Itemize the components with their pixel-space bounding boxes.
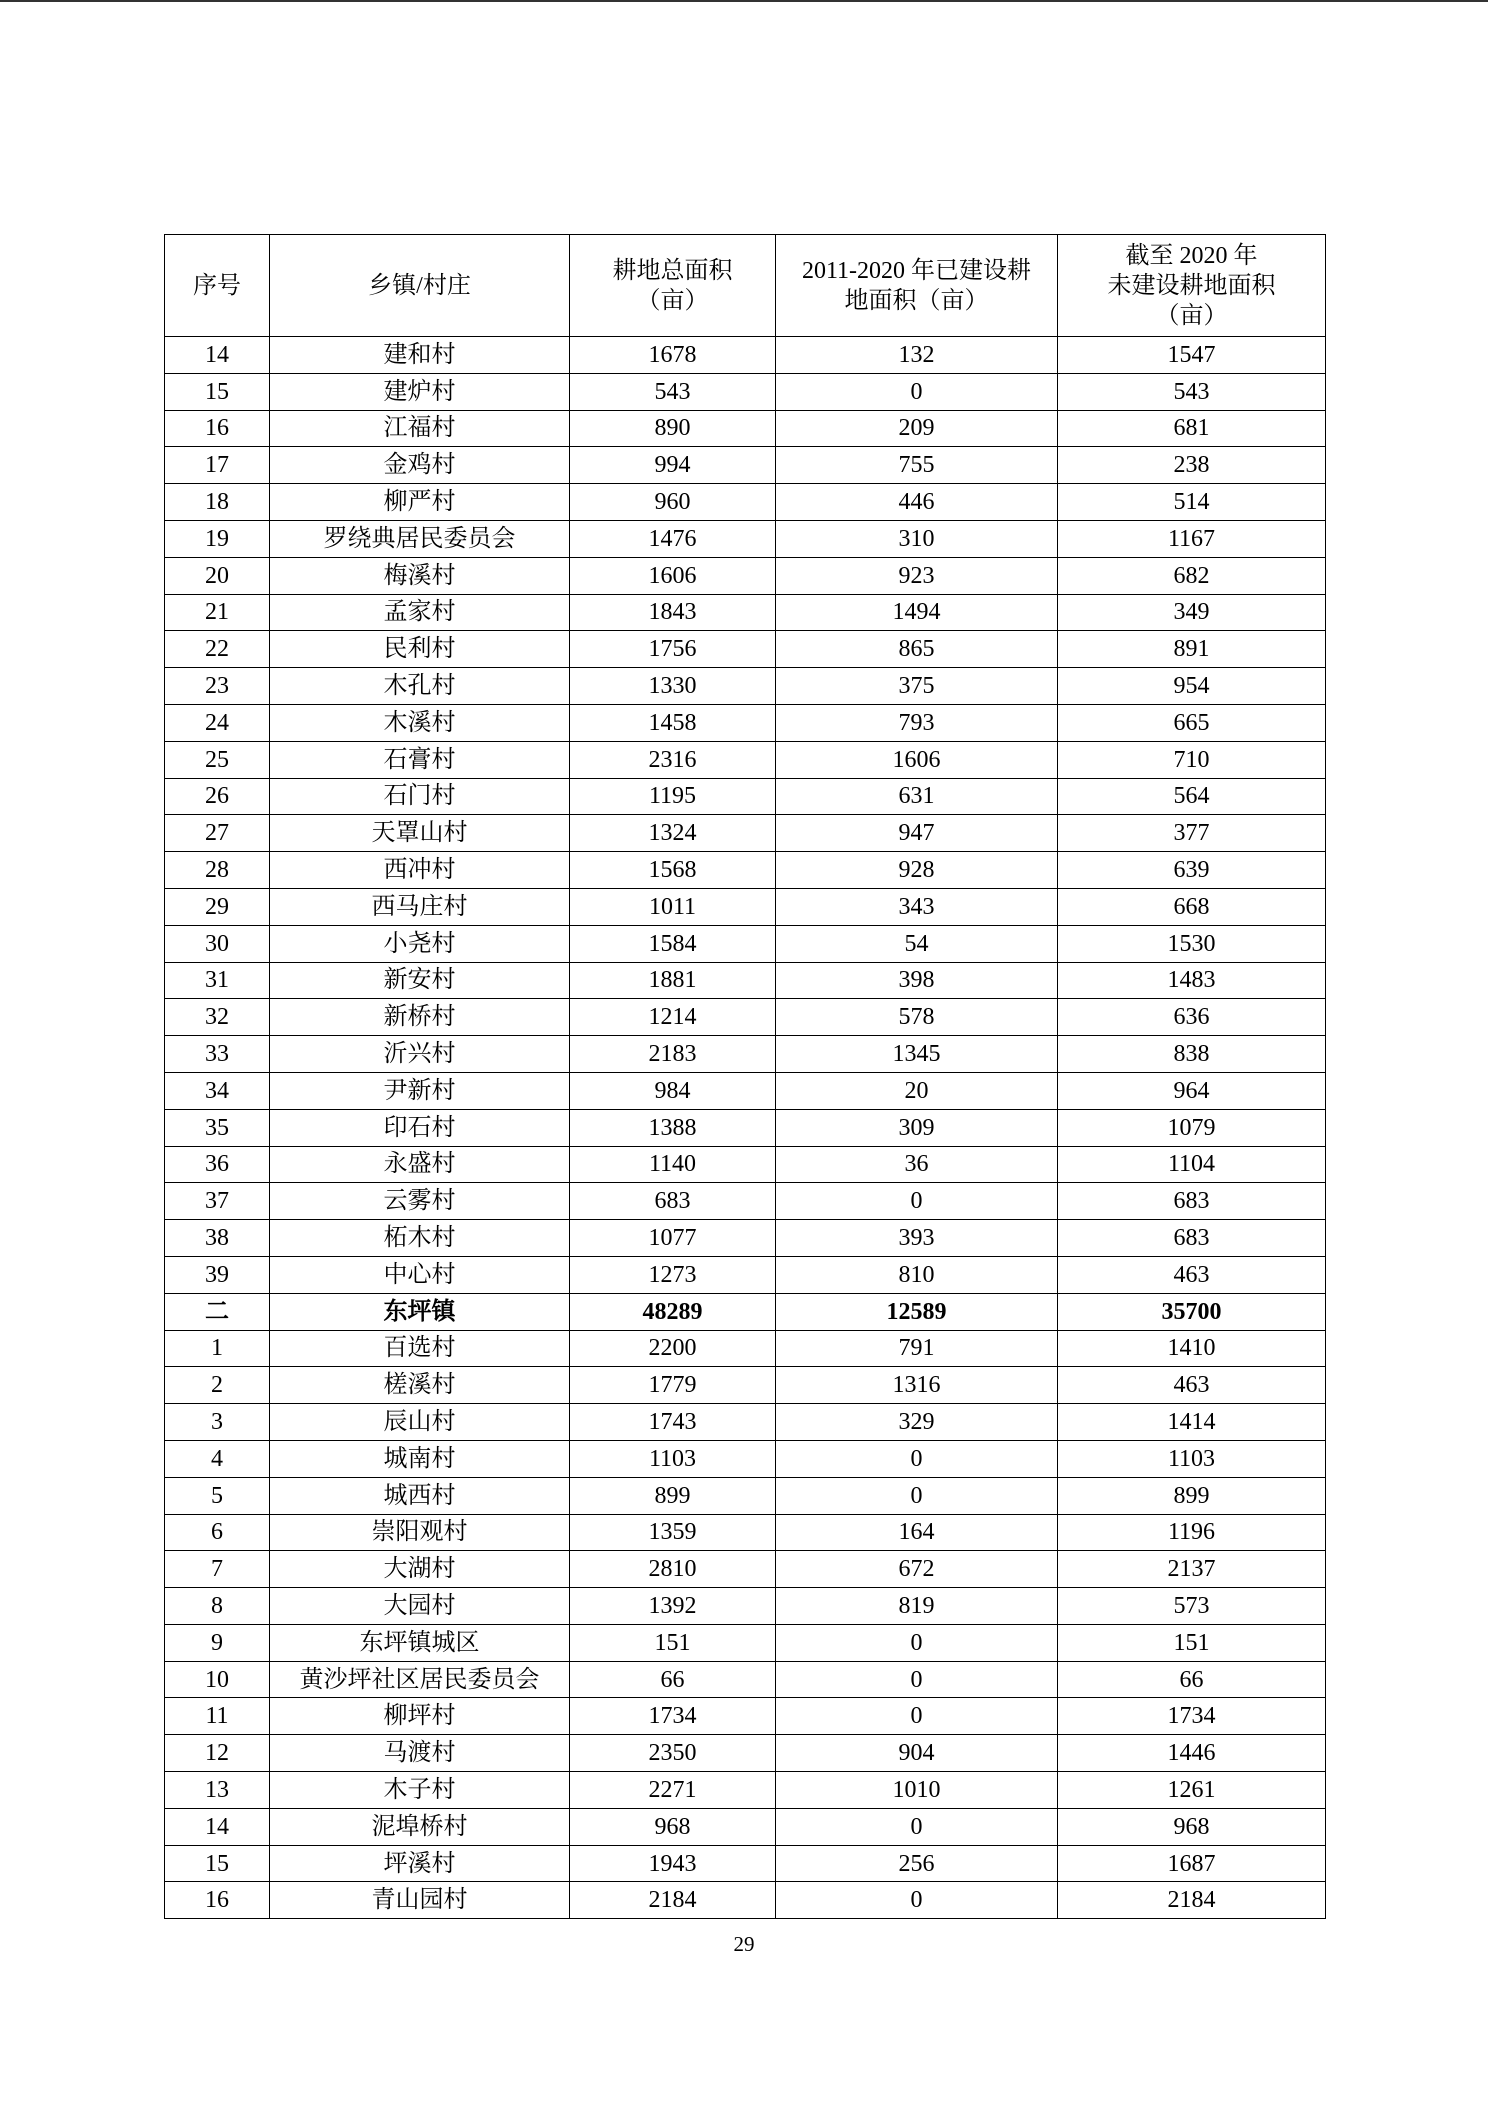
cell-built-area: 904 bbox=[776, 1735, 1058, 1772]
table-row bbox=[165, 925, 1326, 962]
table-row bbox=[165, 815, 1326, 852]
cell-village-name: 柳严村 bbox=[270, 484, 570, 521]
cell-total-area: 890 bbox=[570, 410, 776, 447]
cell-village-name: 青山园村 bbox=[270, 1882, 570, 1919]
cell-built-area: 0 bbox=[776, 1882, 1058, 1919]
cell-built-area: 947 bbox=[776, 815, 1058, 852]
table-row bbox=[165, 373, 1326, 410]
table-row bbox=[165, 1661, 1326, 1698]
cell-village-name: 东坪镇城区 bbox=[270, 1624, 570, 1661]
cell-village-name: 石门村 bbox=[270, 778, 570, 815]
table-row bbox=[165, 1220, 1326, 1257]
cell-serial-number: 23 bbox=[165, 668, 270, 705]
cell-village-name: 孟家村 bbox=[270, 594, 570, 631]
cell-serial-number: 32 bbox=[165, 999, 270, 1036]
cell-serial-number: 5 bbox=[165, 1477, 270, 1514]
cell-unbuilt-area: 899 bbox=[1058, 1477, 1326, 1514]
header-row bbox=[165, 235, 1326, 337]
table-header bbox=[165, 235, 1326, 337]
cell-unbuilt-area: 1414 bbox=[1058, 1404, 1326, 1441]
cell-total-area: 1330 bbox=[570, 668, 776, 705]
cell-total-area: 543 bbox=[570, 373, 776, 410]
cell-total-area: 2183 bbox=[570, 1036, 776, 1073]
cell-unbuilt-area: 1483 bbox=[1058, 962, 1326, 999]
table-row bbox=[165, 447, 1326, 484]
cell-built-area: 810 bbox=[776, 1256, 1058, 1293]
cell-unbuilt-area: 838 bbox=[1058, 1036, 1326, 1073]
table-row bbox=[165, 1256, 1326, 1293]
cell-unbuilt-area: 665 bbox=[1058, 704, 1326, 741]
cell-unbuilt-area: 514 bbox=[1058, 484, 1326, 521]
table-row bbox=[165, 888, 1326, 925]
cell-serial-number: 19 bbox=[165, 520, 270, 557]
table-row bbox=[165, 631, 1326, 668]
cell-total-area: 984 bbox=[570, 1072, 776, 1109]
cell-built-area: 672 bbox=[776, 1551, 1058, 1588]
cell-village-name: 大园村 bbox=[270, 1588, 570, 1625]
cell-total-area: 1584 bbox=[570, 925, 776, 962]
cell-unbuilt-area: 1103 bbox=[1058, 1440, 1326, 1477]
table-row bbox=[165, 1698, 1326, 1735]
cell-unbuilt-area: 683 bbox=[1058, 1183, 1326, 1220]
page-number: 29 bbox=[733, 1932, 755, 1956]
cell-village-name: 崇阳观村 bbox=[270, 1514, 570, 1551]
cell-built-area: 132 bbox=[776, 337, 1058, 374]
table-row-subtotal bbox=[165, 1293, 1326, 1330]
table-row bbox=[165, 1183, 1326, 1220]
cell-total-area: 1324 bbox=[570, 815, 776, 852]
cell-built-area: 791 bbox=[776, 1330, 1058, 1367]
cell-village-name: 木溪村 bbox=[270, 704, 570, 741]
table-row bbox=[165, 1072, 1326, 1109]
table-row bbox=[165, 520, 1326, 557]
cell-serial-number: 12 bbox=[165, 1735, 270, 1772]
cell-total-area: 1943 bbox=[570, 1845, 776, 1882]
cell-serial-number: 31 bbox=[165, 962, 270, 999]
cell-serial-number: 22 bbox=[165, 631, 270, 668]
cell-total-area: 2271 bbox=[570, 1772, 776, 1809]
cell-unbuilt-area: 683 bbox=[1058, 1220, 1326, 1257]
cell-serial-number: 13 bbox=[165, 1772, 270, 1809]
cell-built-area: 755 bbox=[776, 447, 1058, 484]
cell-unbuilt-area: 238 bbox=[1058, 447, 1326, 484]
cell-total-area: 683 bbox=[570, 1183, 776, 1220]
cell-built-area: 578 bbox=[776, 999, 1058, 1036]
cell-unbuilt-area: 349 bbox=[1058, 594, 1326, 631]
cell-total-area: 2810 bbox=[570, 1551, 776, 1588]
table-row bbox=[165, 1330, 1326, 1367]
cell-total-area: 2184 bbox=[570, 1882, 776, 1919]
cell-total-area: 48289 bbox=[570, 1293, 776, 1330]
cell-serial-number: 20 bbox=[165, 557, 270, 594]
cell-built-area: 393 bbox=[776, 1220, 1058, 1257]
cell-unbuilt-area: 1446 bbox=[1058, 1735, 1326, 1772]
table-row bbox=[165, 557, 1326, 594]
table-row bbox=[165, 1551, 1326, 1588]
cell-built-area: 865 bbox=[776, 631, 1058, 668]
cell-village-name: 泥埠桥村 bbox=[270, 1808, 570, 1845]
table-row bbox=[165, 668, 1326, 705]
cell-village-name: 中心村 bbox=[270, 1256, 570, 1293]
cell-village-name: 城南村 bbox=[270, 1440, 570, 1477]
cell-village-name: 东坪镇 bbox=[270, 1293, 570, 1330]
cell-village-name: 黄沙坪社区居民委员会 bbox=[270, 1661, 570, 1698]
table-row bbox=[165, 1367, 1326, 1404]
cell-village-name: 柳坪村 bbox=[270, 1698, 570, 1735]
cell-unbuilt-area: 1104 bbox=[1058, 1146, 1326, 1183]
cell-built-area: 1494 bbox=[776, 594, 1058, 631]
cell-total-area: 1743 bbox=[570, 1404, 776, 1441]
cell-built-area: 0 bbox=[776, 1808, 1058, 1845]
cell-village-name: 马渡村 bbox=[270, 1735, 570, 1772]
cell-serial-number: 3 bbox=[165, 1404, 270, 1441]
cell-serial-number: 6 bbox=[165, 1514, 270, 1551]
cell-serial-number: 9 bbox=[165, 1624, 270, 1661]
header-town-village: 乡镇/村庄 bbox=[270, 235, 570, 337]
cell-total-area: 1606 bbox=[570, 557, 776, 594]
cell-unbuilt-area: 463 bbox=[1058, 1256, 1326, 1293]
cell-total-area: 1881 bbox=[570, 962, 776, 999]
cell-serial-number: 14 bbox=[165, 1808, 270, 1845]
cell-serial-number: 8 bbox=[165, 1588, 270, 1625]
cell-serial-number: 30 bbox=[165, 925, 270, 962]
cell-built-area: 343 bbox=[776, 888, 1058, 925]
header-unbuilt-farmland-area: 截至 2020 年 未建设耕地面积 （亩） bbox=[1058, 235, 1326, 337]
cell-serial-number: 11 bbox=[165, 1698, 270, 1735]
cell-total-area: 1756 bbox=[570, 631, 776, 668]
cell-total-area: 1568 bbox=[570, 852, 776, 889]
cell-serial-number: 28 bbox=[165, 852, 270, 889]
header-built-farmland-area: 2011-2020 年已建设耕 地面积（亩） bbox=[776, 235, 1058, 337]
cell-serial-number: 29 bbox=[165, 888, 270, 925]
table-row bbox=[165, 852, 1326, 889]
cell-village-name: 坪溪村 bbox=[270, 1845, 570, 1882]
cell-unbuilt-area: 1547 bbox=[1058, 337, 1326, 374]
cell-total-area: 1077 bbox=[570, 1220, 776, 1257]
cell-unbuilt-area: 1261 bbox=[1058, 1772, 1326, 1809]
cell-village-name: 城西村 bbox=[270, 1477, 570, 1514]
cell-built-area: 0 bbox=[776, 1440, 1058, 1477]
table-body bbox=[165, 337, 1326, 1919]
table-row bbox=[165, 1772, 1326, 1809]
cell-village-name: 西马庄村 bbox=[270, 888, 570, 925]
cell-serial-number: 16 bbox=[165, 410, 270, 447]
cell-serial-number: 10 bbox=[165, 1661, 270, 1698]
cell-serial-number: 25 bbox=[165, 741, 270, 778]
cell-built-area: 0 bbox=[776, 1183, 1058, 1220]
cell-village-name: 金鸡村 bbox=[270, 447, 570, 484]
cell-built-area: 631 bbox=[776, 778, 1058, 815]
header-serial-number: 序号 bbox=[165, 235, 270, 337]
cell-built-area: 1316 bbox=[776, 1367, 1058, 1404]
cell-serial-number: 33 bbox=[165, 1036, 270, 1073]
cell-built-area: 1010 bbox=[776, 1772, 1058, 1809]
cell-unbuilt-area: 2137 bbox=[1058, 1551, 1326, 1588]
cell-unbuilt-area: 964 bbox=[1058, 1072, 1326, 1109]
cell-total-area: 1103 bbox=[570, 1440, 776, 1477]
cell-built-area: 928 bbox=[776, 852, 1058, 889]
cell-serial-number: 7 bbox=[165, 1551, 270, 1588]
cell-unbuilt-area: 1167 bbox=[1058, 520, 1326, 557]
cell-unbuilt-area: 2184 bbox=[1058, 1882, 1326, 1919]
cell-total-area: 151 bbox=[570, 1624, 776, 1661]
cell-unbuilt-area: 681 bbox=[1058, 410, 1326, 447]
cell-unbuilt-area: 668 bbox=[1058, 888, 1326, 925]
cell-built-area: 0 bbox=[776, 1624, 1058, 1661]
cell-built-area: 209 bbox=[776, 410, 1058, 447]
cell-total-area: 2316 bbox=[570, 741, 776, 778]
cell-built-area: 256 bbox=[776, 1845, 1058, 1882]
cell-unbuilt-area: 1734 bbox=[1058, 1698, 1326, 1735]
cell-village-name: 尹新村 bbox=[270, 1072, 570, 1109]
cell-total-area: 1140 bbox=[570, 1146, 776, 1183]
cell-village-name: 小尧村 bbox=[270, 925, 570, 962]
cell-total-area: 1779 bbox=[570, 1367, 776, 1404]
cell-built-area: 54 bbox=[776, 925, 1058, 962]
cell-total-area: 1476 bbox=[570, 520, 776, 557]
cell-serial-number: 34 bbox=[165, 1072, 270, 1109]
cell-built-area: 446 bbox=[776, 484, 1058, 521]
table-row bbox=[165, 337, 1326, 374]
cell-built-area: 375 bbox=[776, 668, 1058, 705]
cell-unbuilt-area: 573 bbox=[1058, 1588, 1326, 1625]
cell-unbuilt-area: 543 bbox=[1058, 373, 1326, 410]
cell-village-name: 云雾村 bbox=[270, 1183, 570, 1220]
cell-village-name: 新桥村 bbox=[270, 999, 570, 1036]
cell-serial-number: 37 bbox=[165, 1183, 270, 1220]
cell-village-name: 江福村 bbox=[270, 410, 570, 447]
cell-unbuilt-area: 1196 bbox=[1058, 1514, 1326, 1551]
table-row bbox=[165, 962, 1326, 999]
cell-built-area: 20 bbox=[776, 1072, 1058, 1109]
cell-village-name: 沂兴村 bbox=[270, 1036, 570, 1073]
cell-built-area: 36 bbox=[776, 1146, 1058, 1183]
cell-total-area: 1359 bbox=[570, 1514, 776, 1551]
cell-unbuilt-area: 35700 bbox=[1058, 1293, 1326, 1330]
cell-total-area: 1388 bbox=[570, 1109, 776, 1146]
cell-total-area: 1011 bbox=[570, 888, 776, 925]
cell-built-area: 0 bbox=[776, 1477, 1058, 1514]
table-row bbox=[165, 741, 1326, 778]
cell-unbuilt-area: 954 bbox=[1058, 668, 1326, 705]
cell-built-area: 12589 bbox=[776, 1293, 1058, 1330]
cell-village-name: 石膏村 bbox=[270, 741, 570, 778]
cell-unbuilt-area: 1687 bbox=[1058, 1845, 1326, 1882]
cell-serial-number: 1 bbox=[165, 1330, 270, 1367]
cell-built-area: 1606 bbox=[776, 741, 1058, 778]
cell-serial-number: 14 bbox=[165, 337, 270, 374]
cell-built-area: 398 bbox=[776, 962, 1058, 999]
cell-serial-number: 二 bbox=[165, 1293, 270, 1330]
cell-village-name: 大湖村 bbox=[270, 1551, 570, 1588]
cell-total-area: 1273 bbox=[570, 1256, 776, 1293]
table-row bbox=[165, 594, 1326, 631]
cell-built-area: 309 bbox=[776, 1109, 1058, 1146]
cell-total-area: 994 bbox=[570, 447, 776, 484]
table-row bbox=[165, 1477, 1326, 1514]
farmland-area-table bbox=[164, 234, 1326, 1919]
cell-village-name: 梅溪村 bbox=[270, 557, 570, 594]
cell-unbuilt-area: 891 bbox=[1058, 631, 1326, 668]
table-row bbox=[165, 484, 1326, 521]
table-row bbox=[165, 1036, 1326, 1073]
cell-serial-number: 39 bbox=[165, 1256, 270, 1293]
table-row bbox=[165, 1808, 1326, 1845]
header-total-farmland-area: 耕地总面积 （亩） bbox=[570, 235, 776, 337]
cell-total-area: 2350 bbox=[570, 1735, 776, 1772]
table-row bbox=[165, 1404, 1326, 1441]
table-row bbox=[165, 1146, 1326, 1183]
cell-serial-number: 38 bbox=[165, 1220, 270, 1257]
cell-total-area: 1843 bbox=[570, 594, 776, 631]
cell-serial-number: 17 bbox=[165, 447, 270, 484]
cell-unbuilt-area: 1530 bbox=[1058, 925, 1326, 962]
table-row bbox=[165, 1845, 1326, 1882]
cell-serial-number: 35 bbox=[165, 1109, 270, 1146]
cell-unbuilt-area: 66 bbox=[1058, 1661, 1326, 1698]
cell-total-area: 1458 bbox=[570, 704, 776, 741]
cell-built-area: 0 bbox=[776, 1698, 1058, 1735]
cell-total-area: 1195 bbox=[570, 778, 776, 815]
cell-total-area: 899 bbox=[570, 1477, 776, 1514]
cell-serial-number: 36 bbox=[165, 1146, 270, 1183]
cell-built-area: 164 bbox=[776, 1514, 1058, 1551]
cell-serial-number: 15 bbox=[165, 1845, 270, 1882]
cell-village-name: 柘木村 bbox=[270, 1220, 570, 1257]
cell-unbuilt-area: 636 bbox=[1058, 999, 1326, 1036]
cell-village-name: 槎溪村 bbox=[270, 1367, 570, 1404]
cell-built-area: 329 bbox=[776, 1404, 1058, 1441]
table-row bbox=[165, 410, 1326, 447]
cell-serial-number: 24 bbox=[165, 704, 270, 741]
cell-serial-number: 18 bbox=[165, 484, 270, 521]
cell-serial-number: 21 bbox=[165, 594, 270, 631]
cell-built-area: 0 bbox=[776, 1661, 1058, 1698]
table-row bbox=[165, 704, 1326, 741]
cell-total-area: 1392 bbox=[570, 1588, 776, 1625]
cell-village-name: 建和村 bbox=[270, 337, 570, 374]
cell-village-name: 民利村 bbox=[270, 631, 570, 668]
cell-built-area: 819 bbox=[776, 1588, 1058, 1625]
cell-unbuilt-area: 463 bbox=[1058, 1367, 1326, 1404]
cell-village-name: 新安村 bbox=[270, 962, 570, 999]
cell-total-area: 1678 bbox=[570, 337, 776, 374]
cell-serial-number: 27 bbox=[165, 815, 270, 852]
table-row bbox=[165, 1588, 1326, 1625]
cell-unbuilt-area: 710 bbox=[1058, 741, 1326, 778]
cell-unbuilt-area: 564 bbox=[1058, 778, 1326, 815]
cell-unbuilt-area: 151 bbox=[1058, 1624, 1326, 1661]
cell-unbuilt-area: 1079 bbox=[1058, 1109, 1326, 1146]
cell-total-area: 66 bbox=[570, 1661, 776, 1698]
top-border-rule bbox=[0, 0, 1488, 2]
cell-built-area: 1345 bbox=[776, 1036, 1058, 1073]
cell-village-name: 百选村 bbox=[270, 1330, 570, 1367]
cell-serial-number: 26 bbox=[165, 778, 270, 815]
cell-unbuilt-area: 639 bbox=[1058, 852, 1326, 889]
cell-serial-number: 2 bbox=[165, 1367, 270, 1404]
cell-village-name: 天罩山村 bbox=[270, 815, 570, 852]
table-row bbox=[165, 1624, 1326, 1661]
cell-total-area: 960 bbox=[570, 484, 776, 521]
cell-village-name: 辰山村 bbox=[270, 1404, 570, 1441]
table-row bbox=[165, 999, 1326, 1036]
cell-unbuilt-area: 682 bbox=[1058, 557, 1326, 594]
cell-village-name: 印石村 bbox=[270, 1109, 570, 1146]
table-row bbox=[165, 778, 1326, 815]
cell-village-name: 木孔村 bbox=[270, 668, 570, 705]
cell-serial-number: 15 bbox=[165, 373, 270, 410]
cell-total-area: 1214 bbox=[570, 999, 776, 1036]
cell-serial-number: 16 bbox=[165, 1882, 270, 1919]
cell-built-area: 310 bbox=[776, 520, 1058, 557]
cell-unbuilt-area: 1410 bbox=[1058, 1330, 1326, 1367]
cell-village-name: 西冲村 bbox=[270, 852, 570, 889]
cell-village-name: 建炉村 bbox=[270, 373, 570, 410]
cell-village-name: 罗绕典居民委员会 bbox=[270, 520, 570, 557]
cell-total-area: 2200 bbox=[570, 1330, 776, 1367]
cell-serial-number: 4 bbox=[165, 1440, 270, 1477]
cell-unbuilt-area: 377 bbox=[1058, 815, 1326, 852]
cell-built-area: 793 bbox=[776, 704, 1058, 741]
cell-built-area: 923 bbox=[776, 557, 1058, 594]
table-row bbox=[165, 1440, 1326, 1477]
table-row bbox=[165, 1109, 1326, 1146]
table-row bbox=[165, 1514, 1326, 1551]
cell-village-name: 永盛村 bbox=[270, 1146, 570, 1183]
table-row bbox=[165, 1735, 1326, 1772]
table-row bbox=[165, 1882, 1326, 1919]
cell-total-area: 968 bbox=[570, 1808, 776, 1845]
cell-village-name: 木子村 bbox=[270, 1772, 570, 1809]
cell-total-area: 1734 bbox=[570, 1698, 776, 1735]
cell-unbuilt-area: 968 bbox=[1058, 1808, 1326, 1845]
cell-built-area: 0 bbox=[776, 373, 1058, 410]
